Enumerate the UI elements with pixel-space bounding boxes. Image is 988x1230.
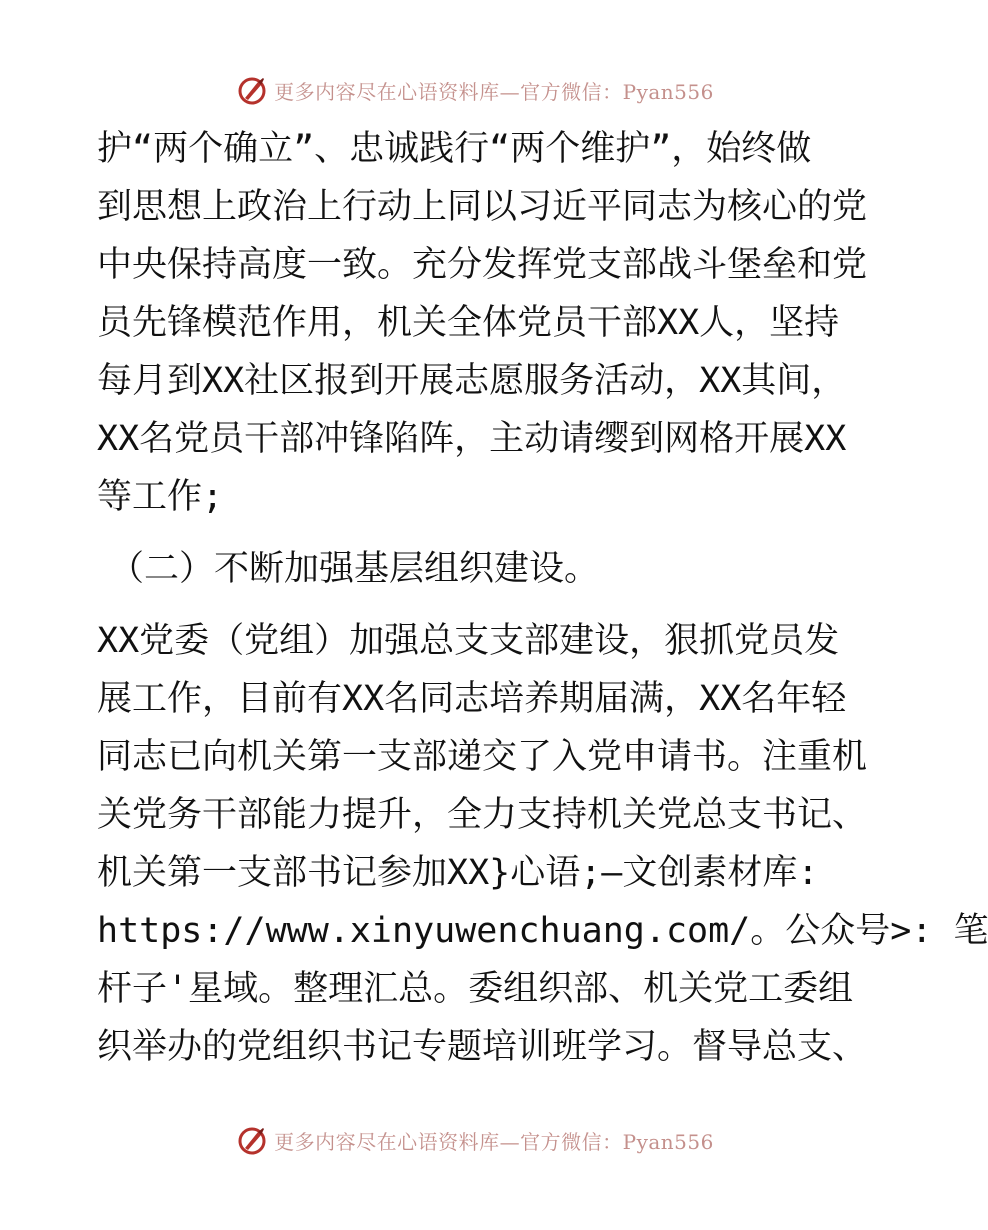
text-line: 织举办的党组织书记专题培训班学习。督导总支、 (97, 1027, 868, 1067)
text-line: 杆子'星域。整理汇总。委组织部、机关党工委组 (97, 969, 854, 1009)
text-line: XX名党员干部冲锋陷阵，主动请缨到网格开展XX (97, 419, 847, 459)
section-heading: （二）不断加强基层组织建设。 (109, 549, 600, 589)
quill-seal-logo-icon (236, 1124, 268, 1156)
text-line: 同志已向机关第一支部递交了入党申请书。注重机 (97, 737, 868, 777)
text-line: 到思想上政治上行动上同以习近平同志为核心的党 (97, 187, 868, 227)
quill-seal-logo-icon (236, 74, 268, 106)
text-line: 员先锋模范作用，机关全体党员干部XX人，坚持 (97, 303, 840, 343)
watermark-text: 更多内容尽在心语资料库—官方微信：Pyan556 (274, 79, 714, 104)
watermark-text: 更多内容尽在心语资料库—官方微信：Pyan556 (274, 1129, 714, 1154)
text-line: 每月到XX社区报到开展志愿服务活动，XX其间， (97, 361, 847, 401)
text-line: https://www.xinyuwenchuang.com/。公众号>: 笔 (97, 911, 988, 951)
text-line: 关党务干部能力提升，全力支持机关党总支书记、 (97, 795, 868, 835)
text-line: XX党委（党组）加强总支支部建设，狠抓党员发 (97, 621, 840, 661)
text-line: 中央保持高度一致。充分发挥党支部战斗堡垒和党 (97, 245, 868, 285)
text-line: 机关第一支部书记参加XX}心语;—文创素材库: (97, 853, 819, 893)
text-line: 护“两个确立”、忠诚践行“两个维护”，始终做 (97, 129, 812, 169)
document-body (97, 120, 988, 1076)
footer-watermark (0, 1120, 950, 1160)
header-watermark (0, 70, 950, 110)
text-line: 展工作，目前有XX名同志培养期届满，XX名年轻 (97, 679, 847, 719)
text-line: 等工作; (97, 477, 224, 517)
